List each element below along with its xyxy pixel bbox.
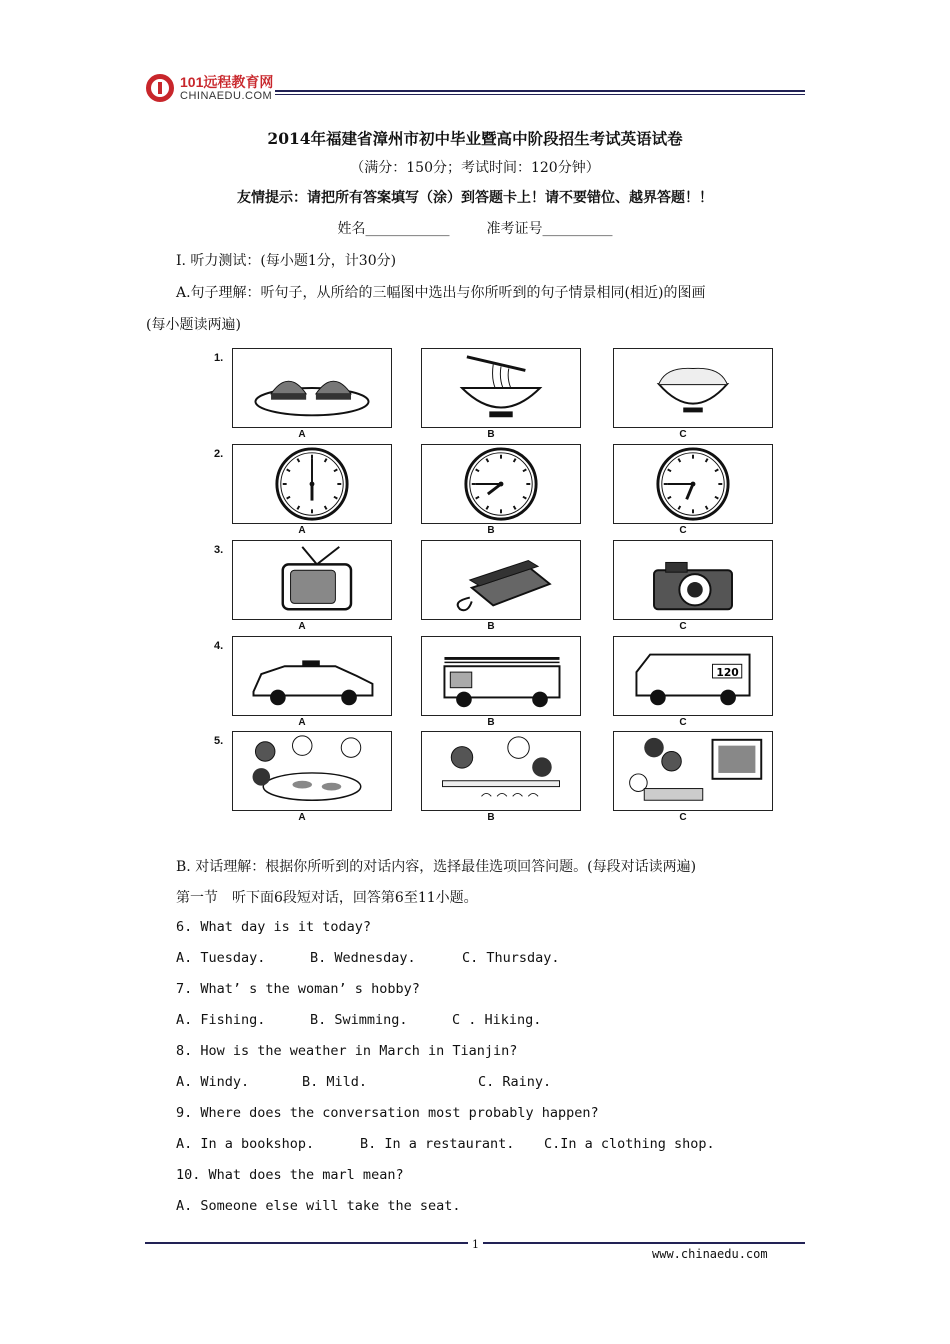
question-text: 8. How is the weather in March in Tianjin? [176, 1043, 518, 1059]
camera-icon [614, 541, 772, 619]
answer-option[interactable]: A. Tuesday. [176, 950, 266, 966]
question-text: 6. What day is it today? [176, 919, 372, 935]
picture-option-label: A [298, 621, 306, 632]
picture-option-label: A [298, 812, 306, 823]
picture-option-5-a [232, 731, 392, 811]
picture-option-label: A [298, 429, 306, 440]
picture-option-5-c [613, 731, 773, 811]
part-a-instruction-cont: (每小题读两遍) [146, 317, 241, 333]
answer-option[interactable]: A. Someone else will take the seat. [176, 1198, 461, 1214]
picture-option-4-a [232, 636, 392, 716]
picture-option-label: C [679, 812, 687, 823]
answer-option[interactable]: B. Wednesday. [310, 950, 416, 966]
picture-option-label: C [679, 429, 687, 440]
section-heading: Ⅰ. 听力测试：(每小题1分，计30分) [176, 253, 397, 269]
picture-option-label: B [487, 812, 495, 823]
picture-option-1-a [232, 348, 392, 428]
picture-question-number: 1. [214, 352, 224, 364]
answer-option[interactable]: B. Swimming. [310, 1012, 408, 1028]
logo-text-bottom: CHINAEDU.COM [180, 90, 273, 102]
picture-option-2-b [421, 444, 581, 524]
hamburger-plate-icon [233, 349, 391, 427]
picture-option-label: A [298, 717, 306, 728]
picture-option-3-a [232, 540, 392, 620]
answer-option[interactable]: C. Rainy. [478, 1074, 552, 1090]
picture-question-number: 5. [214, 735, 224, 747]
section-intro: 第一节 听下面6段短对话，回答第6至11小题。 [176, 890, 478, 906]
police-car-icon [233, 637, 391, 715]
family-dinner-icon [233, 732, 391, 810]
picture-question-number: 2. [214, 448, 224, 460]
picture-question-number: 3. [214, 544, 224, 556]
fire-truck-icon [422, 637, 580, 715]
picture-option-2-a [232, 444, 392, 524]
clock-seven-fortyfive-icon [422, 445, 580, 523]
site-url: www.chinaedu.com [652, 1247, 768, 1261]
name-field[interactable]: 姓名____________ [337, 221, 450, 237]
clock-six-icon [233, 445, 391, 523]
telephone-icon [422, 541, 580, 619]
picture-option-4-c [613, 636, 773, 716]
picture-option-4-b [421, 636, 581, 716]
exam-info: （满分：150分；考试时间：120分钟） [350, 160, 600, 176]
picture-question-number: 4. [214, 640, 224, 652]
header-rule [275, 90, 805, 92]
logo-mark-icon [146, 74, 174, 102]
answer-option[interactable]: A. Fishing. [176, 1012, 266, 1028]
page-number: 1 [468, 1238, 483, 1251]
clock-six-fortyfive-icon [614, 445, 772, 523]
part-a-instruction: A.句子理解：听句子，从所给的三幅图中选出与你所听到的句子情景相同(相近)的图画 [176, 285, 706, 301]
picture-option-label: A [298, 525, 306, 536]
watching-tv-icon [614, 732, 772, 810]
picture-option-label: C [679, 621, 687, 632]
answer-option[interactable]: B. Mild. [302, 1074, 368, 1090]
picture-option-label: B [487, 621, 495, 632]
friendly-tip: 友情提示：请把所有答案填写（涂）到答题卡上！请不要错位、越界答题！！ [237, 190, 713, 206]
page-title: 2014年福建省漳州市初中毕业暨高中阶段招生考试英语试卷 [267, 129, 683, 148]
question-text: 9. Where does the conversation most probably happen? [176, 1105, 599, 1121]
answer-option[interactable]: C . Hiking. [452, 1012, 542, 1028]
picture-option-label: B [487, 525, 495, 536]
noodle-bowl-icon [422, 349, 580, 427]
picture-option-3-c [613, 540, 773, 620]
picture-option-1-b [421, 348, 581, 428]
chinaedu-logo [140, 70, 280, 110]
picture-option-label: C [679, 717, 687, 728]
answer-option[interactable]: B. In a restaurant. [360, 1136, 515, 1152]
part-b-instruction: B. 对话理解：根据你所听到的对话内容，选择最佳选项回答问题。(每段对话读两遍) [176, 859, 697, 875]
answer-option[interactable]: A. Windy. [176, 1074, 250, 1090]
picture-option-label: C [679, 525, 687, 536]
question-text: 7. What’ s the woman’ s hobby? [176, 981, 420, 997]
question-text: 10. What does the marl mean? [176, 1167, 404, 1183]
ambulance-icon [614, 637, 772, 715]
answer-option[interactable]: A. In a bookshop. [176, 1136, 315, 1152]
picture-option-label: B [487, 429, 495, 440]
logo-text-top: 101远程教育网 [180, 74, 274, 90]
header-rule-thin [275, 94, 805, 95]
cooking-dumplings-icon [422, 732, 580, 810]
answer-option[interactable]: C.In a clothing shop. [544, 1136, 715, 1152]
television-icon [233, 541, 391, 619]
picture-option-3-b [421, 540, 581, 620]
picture-option-2-c [613, 444, 773, 524]
rice-bowl-icon [614, 349, 772, 427]
picture-option-5-b [421, 731, 581, 811]
picture-option-1-c [613, 348, 773, 428]
svg-text:120: 120 [716, 666, 739, 679]
answer-option[interactable]: C. Thursday. [462, 950, 560, 966]
exam-id-field[interactable]: 准考证号__________ [486, 221, 613, 237]
candidate-fields [0, 218, 950, 238]
picture-option-label: B [487, 717, 495, 728]
